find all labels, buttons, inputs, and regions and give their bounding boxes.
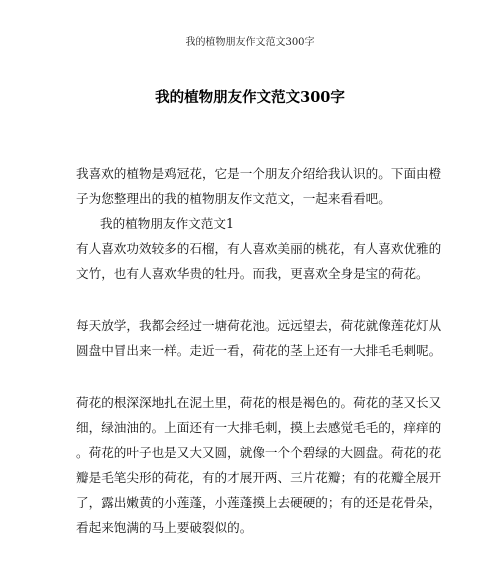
- para1-line-2: 文竹，也有人喜欢华贵的牡丹。而我，更喜欢全身是宝的荷花。: [76, 266, 429, 281]
- running-header: 我的植物朋友作文范文300字: [185, 37, 315, 48]
- para3-line-3: 。荷花的叶子也是又大又圆，就像一个个碧绿的大圆盘。荷花的花: [76, 445, 442, 460]
- paragraph-1: [76, 236, 442, 286]
- document-title: 我的植物朋友作文范文300字: [155, 89, 345, 106]
- intro-line-1: 我喜欢的植物是鸡冠花，它是一个朋友介绍给我认识的。下面由橙: [76, 166, 442, 181]
- para3-line-4: 瓣是毛笔尖形的荷花，有的才展开两、三片花瓣；有的花瓣全展开: [76, 470, 442, 485]
- para3-line-1: 荷花的根深深地扎在泥土里，荷花的根是褐色的。荷花的茎又长又: [76, 395, 442, 410]
- intro-paragraph: [76, 161, 442, 236]
- intro-line-2: 子为您整理出的我的植物朋友作文范文，一起来看看吧。: [76, 191, 391, 206]
- para2-line-1: 每天放学，我都会经过一塘荷花池。远远望去，荷花就像莲花灯从: [76, 318, 442, 333]
- para3-line-5: 了，露出嫩黄的小莲蓬，小莲蓬摸上去硬硬的；有的还是花骨朵，: [76, 495, 442, 510]
- para1-line-1: 有人喜欢功效较多的石榴，有人喜欢美丽的桃花，有人喜欢优雅的: [76, 241, 442, 256]
- paragraph-2: [76, 313, 442, 363]
- section-heading: 我的植物朋友作文范文1: [100, 216, 234, 231]
- para3-line-2: 细，绿油油的。上面还有一大排毛刺，摸上去感觉毛毛的，痒痒的: [76, 420, 442, 435]
- paragraph-3: [76, 390, 442, 540]
- para3-line-6: 看起来饱满的马上要破裂似的。: [76, 520, 253, 535]
- para2-line-2: 圆盘中冒出来一样。走近一看，荷花的茎上还有一大排毛毛刺呢。: [76, 343, 442, 358]
